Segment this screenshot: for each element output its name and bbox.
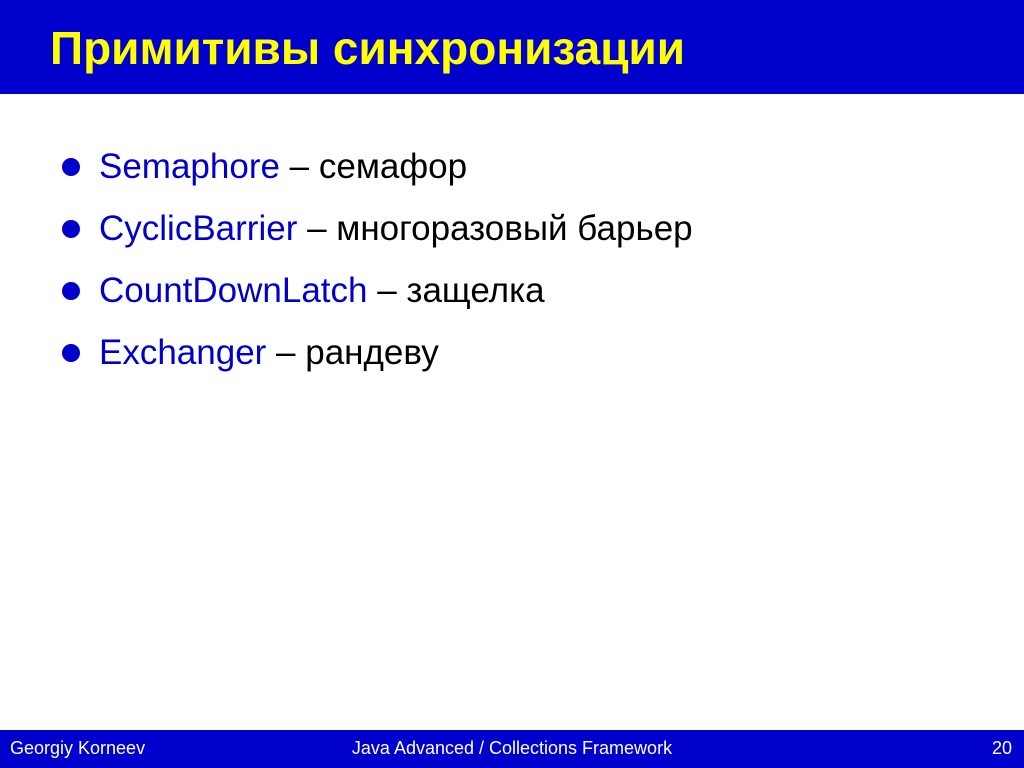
bullet-separator: – <box>297 209 337 248</box>
page-number: 20 <box>991 738 1012 758</box>
bullet-description: семафор <box>318 147 468 186</box>
bullet-list <box>62 136 693 384</box>
bullet-item-semaphore <box>62 136 693 198</box>
footer-course-title: Java Advanced / Collections Framework <box>351 738 673 758</box>
bullet-term: CyclicBarrier <box>99 209 298 248</box>
footer-bar <box>0 730 1024 768</box>
bullet-item-countdownlatch <box>62 260 693 322</box>
bullet-icon <box>62 158 80 176</box>
bullet-separator: – <box>279 147 319 186</box>
bullet-item-cyclicbarrier <box>62 198 693 260</box>
bullet-icon <box>62 344 80 362</box>
bullet-separator: – <box>266 333 306 372</box>
slide-title: Примитивы синхронизации <box>50 22 686 74</box>
bullet-term: Semaphore <box>99 147 280 186</box>
bullet-description: рандеву <box>305 333 439 372</box>
bullet-term: Exchanger <box>99 333 267 372</box>
bullet-term: CountDownLatch <box>99 271 368 310</box>
title-bar <box>0 0 1024 94</box>
bullet-icon <box>62 220 80 238</box>
footer-author: Georgiy Korneev <box>10 738 146 758</box>
bullet-icon <box>62 282 80 300</box>
bullet-description: многоразовый барьер <box>336 209 693 248</box>
bullet-separator: – <box>367 271 407 310</box>
bullet-description: защелка <box>406 271 545 310</box>
bullet-item-exchanger <box>62 322 693 384</box>
